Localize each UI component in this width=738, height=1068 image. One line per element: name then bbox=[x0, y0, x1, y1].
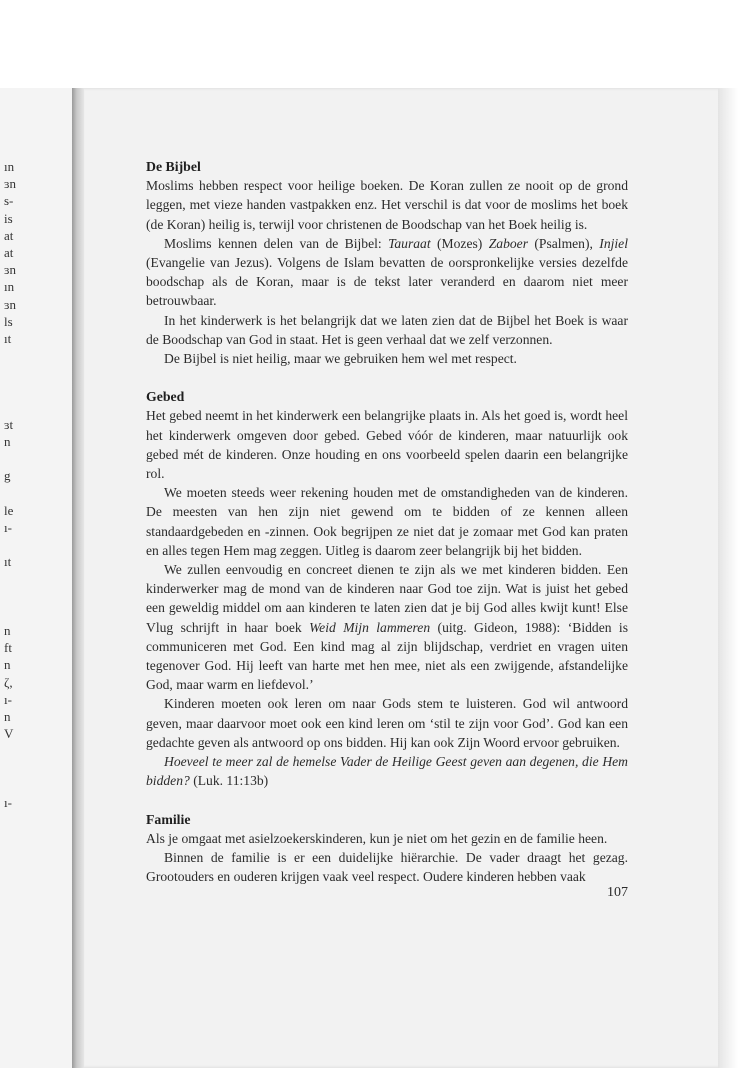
bible-quote: Hoeveel te meer zal de hemelse Vader de Heilige Geest geven aan degenen, die Hem bidden? (Luk. 11:13b) bbox=[146, 754, 628, 789]
bijbel-paragraph-2: Moslims kennen delen van de Bijbel: Tauraat (Mozes) Zaboer (Psalmen), Injiel (Evangelie van Jezus). Volgens de Islam bevatten de oorspronkelijke versies dezelfde boodschap als de Koran, maar is de tekst later veranderd en daarom niet meer betrouwbaar. bbox=[146, 235, 628, 309]
margin-fragment: ı- bbox=[4, 794, 12, 810]
familie-paragraph-2: Binnen de familie is er een duidelijke hiërarchie. De vader draagt het gezag. Grootouders en ouderen krijgen vaak veel respect. Oudere kinderen hebben vaak bbox=[146, 849, 628, 885]
margin-fragment bbox=[4, 450, 34, 467]
margin-fragment bbox=[4, 777, 34, 794]
margin-fragment: ı- bbox=[4, 519, 12, 535]
margin-fragment: ıt bbox=[4, 330, 12, 346]
gebed-paragraph-1: Het gebed neemt in het kinderwerk een belangrijke plaats in. Als het goed is, wordt heel het kinderwerk omgeven door gebed. Gebed vóór de kinderen, maar natuurlijk ook gebed mét de kinderen. Onze houding en ons voorbeeld spelen daarin een belangrijke rol. bbox=[146, 408, 628, 482]
margin-fragment: at bbox=[4, 244, 14, 260]
heading-de-bijbel: De Bijbel bbox=[146, 159, 201, 174]
margin-fragment: le bbox=[4, 502, 14, 518]
margin-fragment: ıt bbox=[4, 554, 12, 570]
margin-fragment: ζ, bbox=[4, 674, 13, 690]
margin-fragment bbox=[4, 536, 34, 553]
book-gutter bbox=[72, 88, 84, 1068]
gebed-paragraph-3: We zullen eenvoudig en concreet dienen te zijn als we met kinderen bidden. Een kinderwerker mag de mond van de kinderen naar God toe zijn. Wat is juist het gebed een geweldig middel om aan kinderen te laten zien dat je bij God alles kwijt kunt! Else Vlug schrijft in haar boek Weid Mijn lammeren (uitg. Gideon, 1988): ‘Bidden is communiceren met God. Een kind mag al zijn blijdschap, verdriet en vragen uiten tegenover God. Hij leeft van harte met hen mee, niet als een zwijgende, afstandelijke God, maar warm en liefdevol.’ bbox=[146, 562, 629, 693]
heading-gebed: Gebed bbox=[146, 389, 185, 405]
margin-fragment: ɜn bbox=[4, 296, 16, 312]
margin-fragment bbox=[4, 364, 34, 381]
bijbel-paragraph-1: Moslims hebben respect voor heilige boeken. De Koran zullen ze nooit op de grond leggen, met vieze handen vastpakken enz. Het verschil is dat voor de moslims het boek (de Koran) heilig is, terwijl voor christenen de Boodschap van het Boek heilig is. bbox=[146, 178, 628, 232]
margin-fragment: n bbox=[4, 434, 11, 449]
facing-page-text-fragments bbox=[4, 158, 34, 811]
margin-fragment bbox=[4, 485, 34, 502]
familie-paragraph-1: Als je omgaat met asielzoekerskinderen, kun je niet om het gezin en de familie heen. bbox=[146, 830, 608, 846]
page-edge-right bbox=[718, 88, 738, 1068]
margin-fragment: n bbox=[4, 657, 11, 673]
margin-fragment bbox=[4, 605, 34, 622]
margin-fragment: V bbox=[4, 726, 14, 742]
margin-fragment: ɜt bbox=[4, 416, 14, 432]
margin-fragment: ɜn bbox=[4, 262, 16, 278]
page-text-block bbox=[146, 157, 628, 886]
margin-fragment bbox=[4, 742, 34, 759]
margin-fragment: ı- bbox=[4, 691, 12, 707]
margin-fragment bbox=[4, 399, 34, 416]
margin-fragment bbox=[4, 571, 34, 588]
heading-familie: Familie bbox=[146, 811, 191, 827]
margin-fragment: ın bbox=[4, 159, 15, 174]
margin-fragment: ft bbox=[4, 640, 12, 656]
margin-fragment: g bbox=[4, 468, 11, 484]
margin-fragment: is bbox=[4, 210, 13, 226]
margin-fragment: n bbox=[4, 709, 11, 724]
bijbel-paragraph-3: In het kinderwerk is het belangrijk dat we laten zien dat de Bijbel het Boek is waar de Boodschap van God in staat. Het is geen verhaal dat we zelf verzonnen. bbox=[146, 312, 628, 347]
margin-fragment bbox=[4, 381, 34, 398]
page-number: 107 bbox=[607, 885, 628, 900]
margin-fragment: s- bbox=[4, 193, 14, 209]
gebed-paragraph-2: We moeten steeds weer rekening houden met de omstandigheden van de kinderen. De meesten van hen zijn niet gewend om te bidden of ze kennen alleen standaardgebeden en -zinnen. Ook begrijpen ze niet dat je zomaar met God kan praten en alles tegen Hem mag zeggen. Uitleg is daarom zeer belangrijk bij het bidden. bbox=[146, 485, 628, 558]
gebed-paragraph-4: Kinderen moeten ook leren om naar Gods stem te luisteren. God wil antwoord geven, maar daarvoor moet ook een kind leren om ‘stil te zijn voor God’. God kan een gedachte geven als antwoord op ons bidden. Hij kan ook Zijn Woord ervoor gebruiken. bbox=[146, 696, 628, 750]
margin-fragment: n bbox=[4, 623, 11, 639]
margin-fragment: ls bbox=[4, 313, 13, 329]
margin-fragment bbox=[4, 347, 34, 364]
margin-fragment: ın bbox=[4, 279, 15, 295]
margin-fragment bbox=[4, 588, 34, 605]
margin-fragment: ɜn bbox=[4, 176, 16, 192]
bijbel-paragraph-4: De Bijbel is niet heilig, maar we gebruiken hem wel met respect. bbox=[164, 351, 517, 367]
margin-fragment bbox=[4, 760, 34, 777]
margin-fragment: at bbox=[4, 227, 14, 243]
